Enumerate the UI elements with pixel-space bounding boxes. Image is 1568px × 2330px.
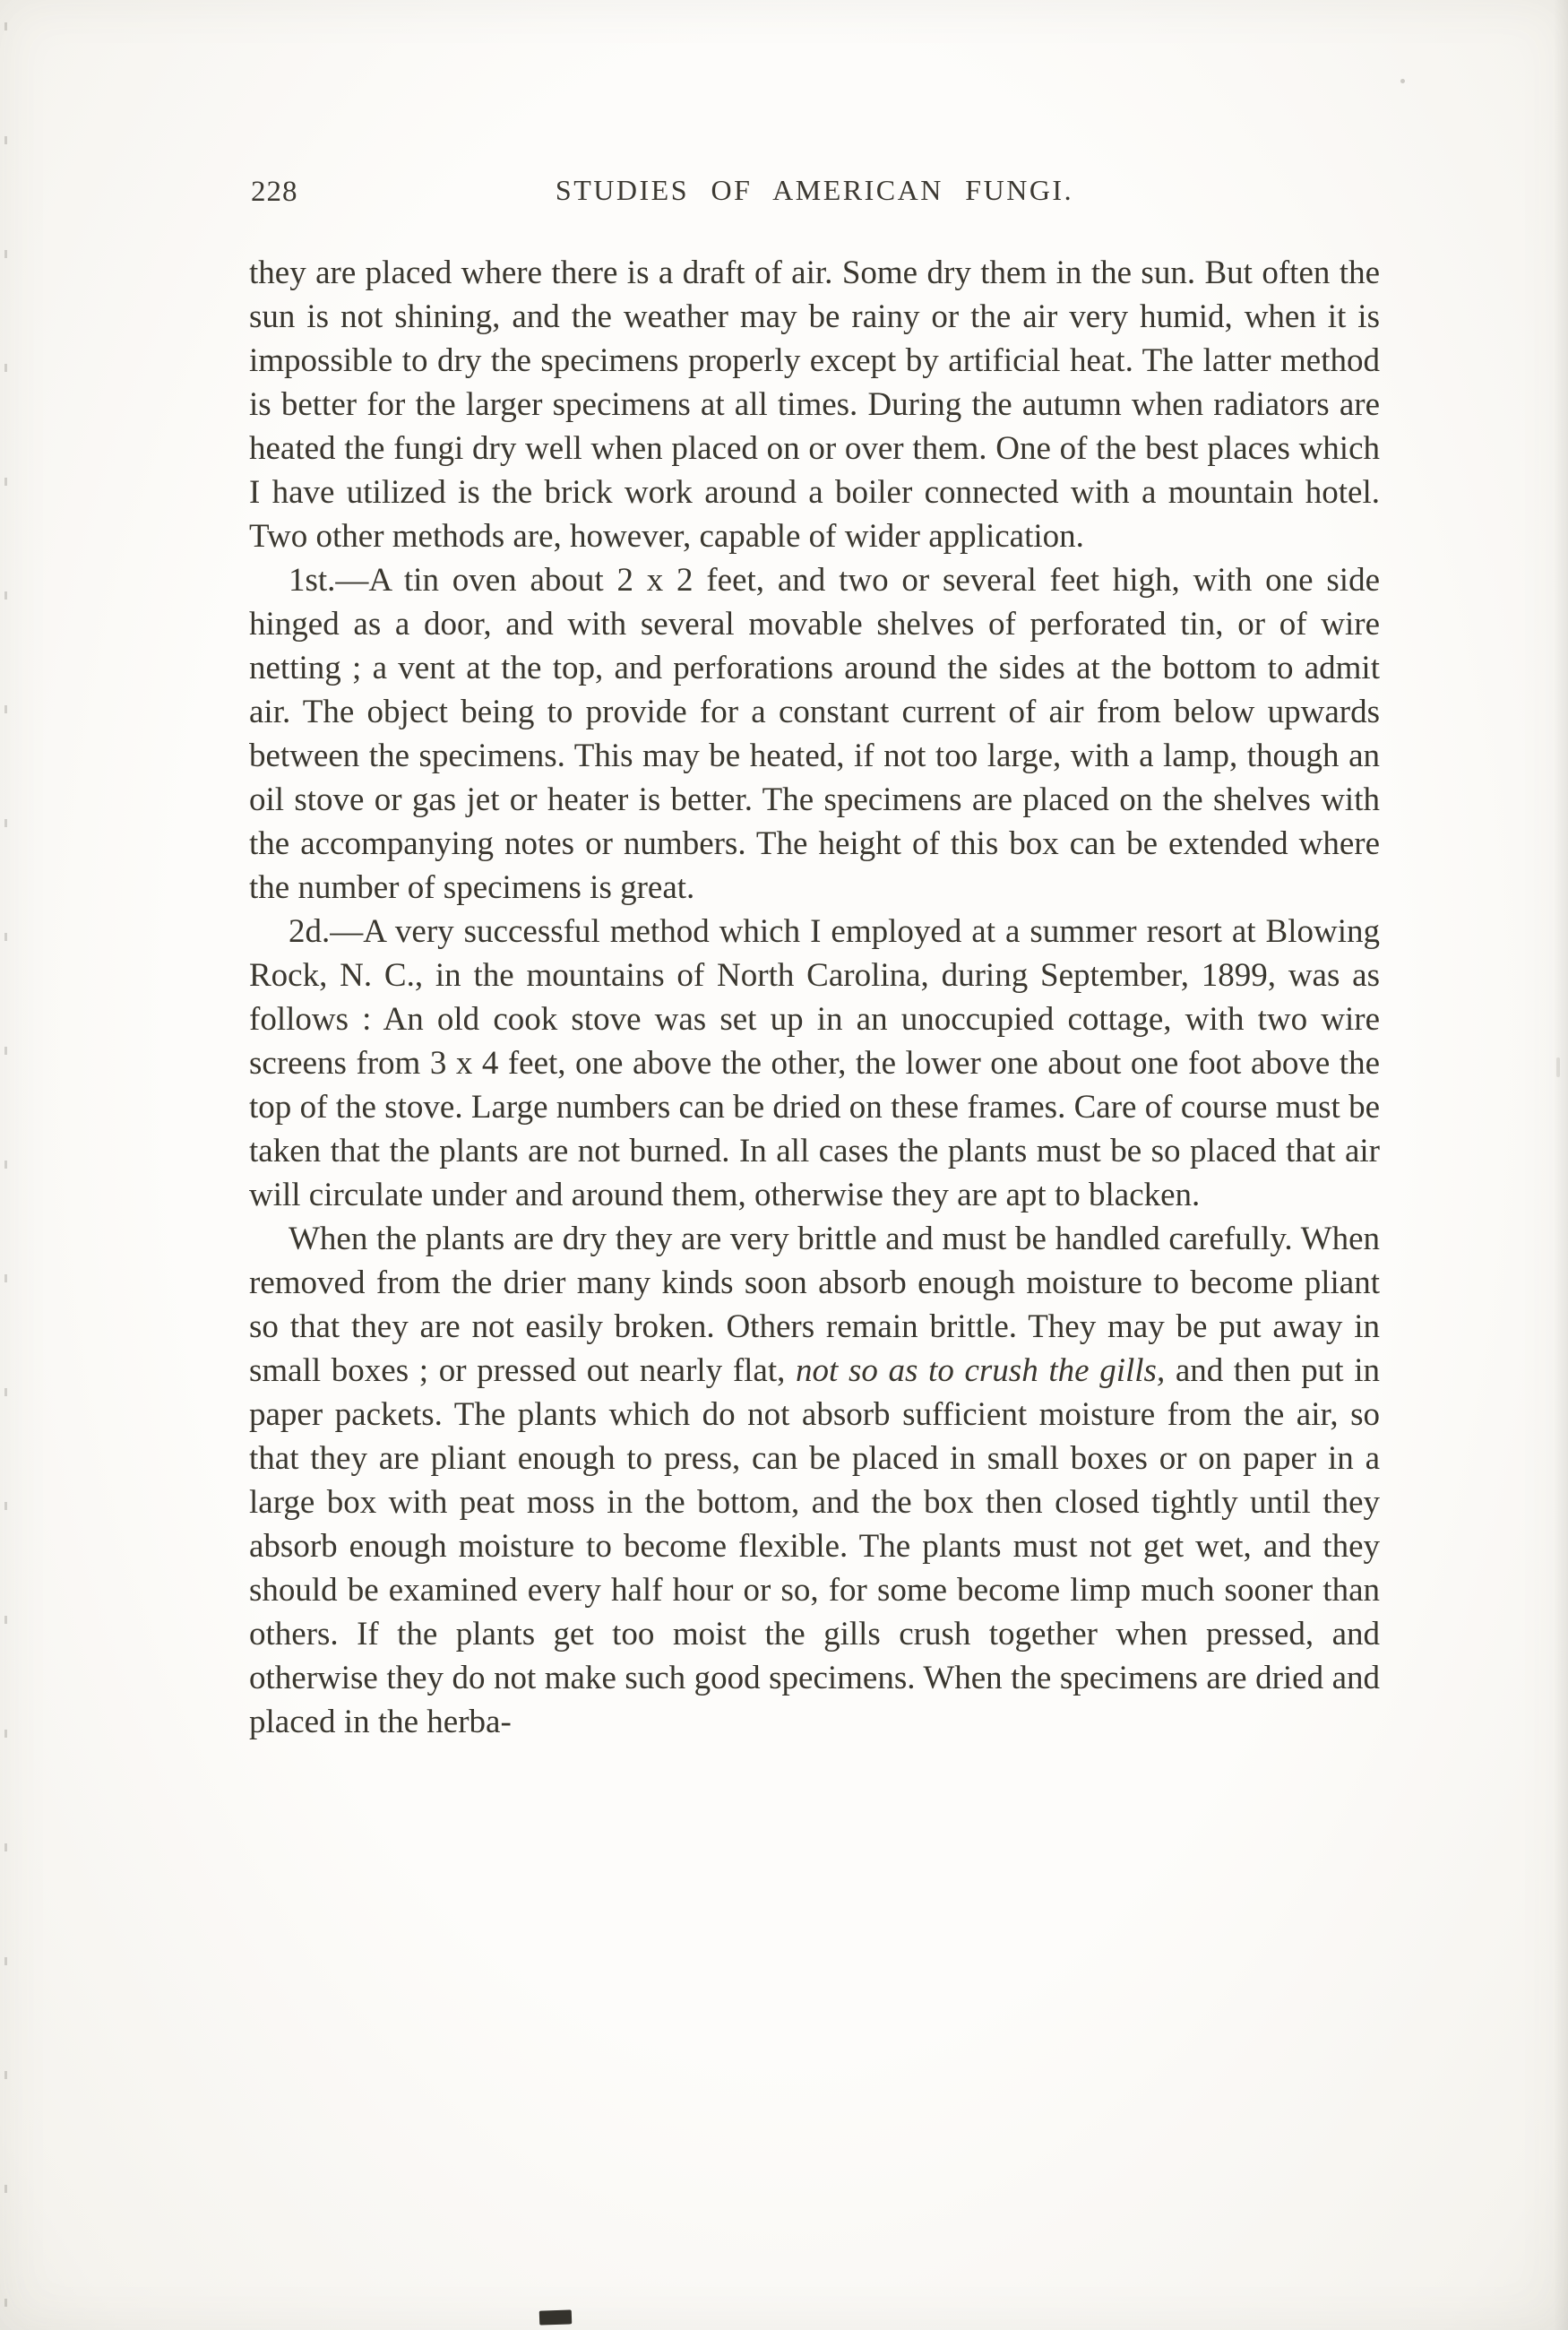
running-title: STUDIES OF AMERICAN FUNGI.: [555, 174, 1074, 206]
scan-edge-shade-right: [1554, 0, 1568, 2330]
paragraph-first-method-tin-oven: 1st.—A tin oven about 2 x 2 feet, and two or several feet high, with one side hinged as a door, and with several movable shelves of perforated tin, or of wire netting ; a vent at the top, and perforations around the sides at the bottom to admit air. The object being to provide for a constant current of air from below upwards between the specimens. This may be heated, if not too large, with a lamp, though an oil stove or gas jet or heater is better. The specimens are placed on the shelves with the accompanying notes or numbers. The height of this box can be extended where the number of specimens is great.: [249, 562, 1380, 906]
text-column: [249, 174, 1380, 1744]
paragraph-handling-dried-plants: [249, 1217, 1380, 1744]
paragraph-text-segment: and then put in paper packets. The plants which do not absorb sufficient moisture from the air, so that they are pliant enough to press, can be placed in small boxes or on paper in a large box with peat moss in the bottom, and the box then closed tightly until they absorb enough moisture to become flexible. The plants must not get wet, and they should be examined every half hour or so, for some become limp much sooner than others. If the plants get too moist the gills crush together when pressed, and otherwise they do not make such good specimens. When the specimens are dried and placed in the herba-: [249, 1352, 1380, 1740]
scan-artifact: [1400, 79, 1405, 83]
italic-phrase: not so as to crush the gills,: [796, 1352, 1166, 1389]
scan-edge-noise-left: [4, 22, 7, 2308]
paragraph-drying-methods-intro: they are placed where there is a draft of air. Some dry them in the sun. But often the sun is not shining, and the weather may be rainy or the air very humid, when it is impossible to dry the specimens properly except by artificial heat. The latter method is better for the larger specimens at all times. During the autumn when radiators are heated the fungi dry well when placed on or over them. One of the best places which I have utilized is the brick work around a boiler connected with a mountain hotel. Two other methods are, however, capable of wider application.: [249, 255, 1380, 555]
page-number: 228: [251, 176, 298, 208]
page-header: [249, 174, 1380, 215]
paragraph-second-method-cook-stove: 2d.—A very successful method which I employed at a summer resort at Blowing Rock, N. C., in the mountains of North Carolina, during September, 1899, was as follows : An old cook stove was set up in an unoccupied cottage, with two wire screens from 3 x 4 feet, one above the other, the lower one about one foot above the top of the stove. Large numbers can be dried on these frames. Care of course must be taken that the plants are not burned. In all cases the plants must be so placed that air will circulate under and around them, otherwise they are apt to blacken.: [249, 913, 1380, 1213]
scan-artifact: [1556, 1057, 1560, 1077]
scan-artifact: [539, 2309, 573, 2325]
paragraph-text-segment: When the plants are dry they are very brittle and must be handled carefully. When removed from the drier many kinds soon absorb enough moisture to become pliant so that they are not easily broken. Others remain brittle. They may be put away in small boxes ; or pressed out nearly flat,: [249, 1221, 1380, 1389]
page-body: [249, 251, 1380, 1744]
